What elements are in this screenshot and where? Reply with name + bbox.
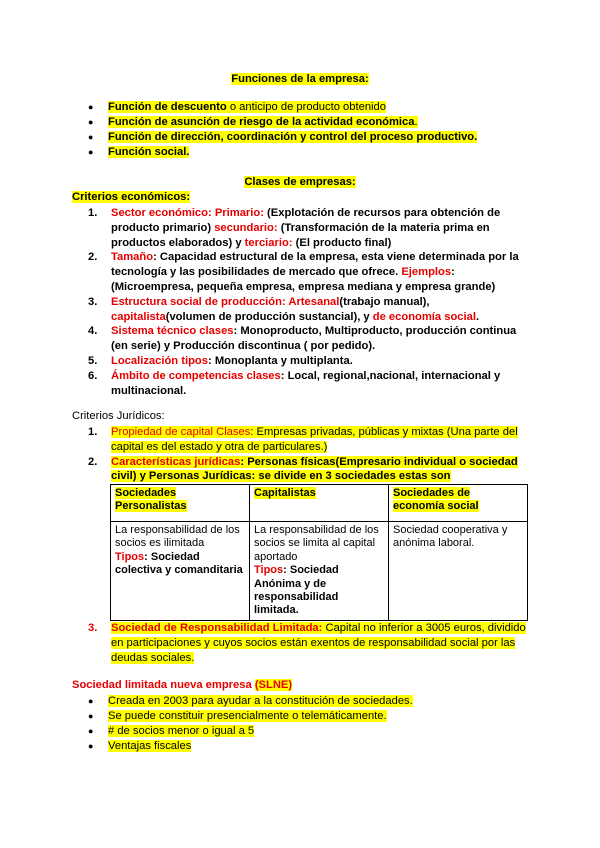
list-item: ● # de socios menor o igual a 5: [88, 724, 528, 739]
criterios-economicos-heading: Criterios económicos:: [72, 191, 191, 203]
list-item: ● Creada en 2003 para ayudar a la constitución de sociedades.: [88, 694, 528, 709]
funciones-title: Funciones de la empresa:: [231, 73, 369, 85]
funciones-list: [88, 100, 558, 160]
list-item: ● Función social.: [88, 145, 558, 160]
criterios-economicos-list: [88, 206, 528, 398]
table-header-capitalistas: Capitalistas: [250, 485, 389, 522]
list-item: 2. Tamaño: Capacidad estructural de la empresa, esta viene determinada por la tecnología y las posibilidades de mercado que ofrece. Ejemplos: (Microempresa, pequeña empresa, empresa mediana y empresa grande): [88, 251, 519, 293]
table-cell-capitalistas: La responsabilidad de los socios se limita al capital aportado Tipos: Sociedad Anónima y de responsabilidad limitada.: [250, 522, 389, 621]
list-item: ● Función de asunción de riesgo de la actividad económica.: [88, 115, 558, 130]
list-item: ● Función de dirección, coordinación y control del proceso productivo.: [88, 130, 558, 145]
table-header-personalistas: Sociedades Personalistas: [111, 485, 250, 522]
list-item: 6. Ámbito de competencias clases: Local, regional,nacional, internacional y multinacional.: [88, 369, 501, 397]
list-item: 4. Sistema técnico clases: Monoproducto, Multiproducto, producción continua (en serie) y Producción discontinua ( por pedido).: [88, 325, 517, 353]
list-item: ● Ventajas fiscales: [88, 739, 528, 754]
list-item: ● Se puede constituir presencialmente o telemáticamente.: [88, 709, 528, 724]
criterios-juridicos-list-cont: [88, 621, 528, 665]
slne-list: [88, 694, 528, 754]
clases-title: Clases de empresas:: [244, 176, 356, 188]
table-cell-personalistas: La responsabilidad de los socios es ilimitada Tipos: Sociedad colectiva y comanditaria: [111, 522, 250, 621]
list-item: 2. Características jurídicas: Personas físicas(Empresario individual o sociedad civil) y Personas Jurídicas: se divide en 3 sociedades estas son: [88, 455, 518, 483]
sociedades-table: [110, 484, 528, 621]
slne-heading: Sociedad limitada nueva empresa (SLNE): [72, 679, 293, 691]
list-item: 3. Sociedad de Responsabilidad Limitada: Capital no inferior a 3005 euros, dividido en participaciones y cuyos socios están exentos de responsabilidad social por las deudas sociales.: [88, 622, 526, 664]
list-item: 1. Sector económico: Primario: (Explotación de recursos para obtención de producto primario) secundario: (Transformación de la materia prima en productos elaborados) y terciario: (El producto final): [88, 207, 501, 249]
table-header-economia-social: Sociedades de economía social: [389, 485, 528, 522]
list-item: 1. Propiedad de capital Clases: Empresas privadas, públicas y mixtas (Una parte del capital es del estado y otra de particulares.): [88, 426, 518, 453]
list-item: ● Función de descuento o anticipo de producto obtenido: [88, 100, 558, 115]
table-cell-economia-social: Sociedad cooperativa y anónima laboral.: [389, 522, 528, 621]
list-item: 5. Localización tipos: Monoplanta y multiplanta.: [88, 354, 353, 367]
list-item: 3. Estructura social de producción: Artesanal(trabajo manual), capitalista(volumen de producción sustancial), y de economía social.: [88, 295, 480, 323]
criterios-juridicos-list: [88, 425, 528, 484]
criterios-juridicos-heading: Criterios Jurídicos:: [72, 410, 165, 422]
